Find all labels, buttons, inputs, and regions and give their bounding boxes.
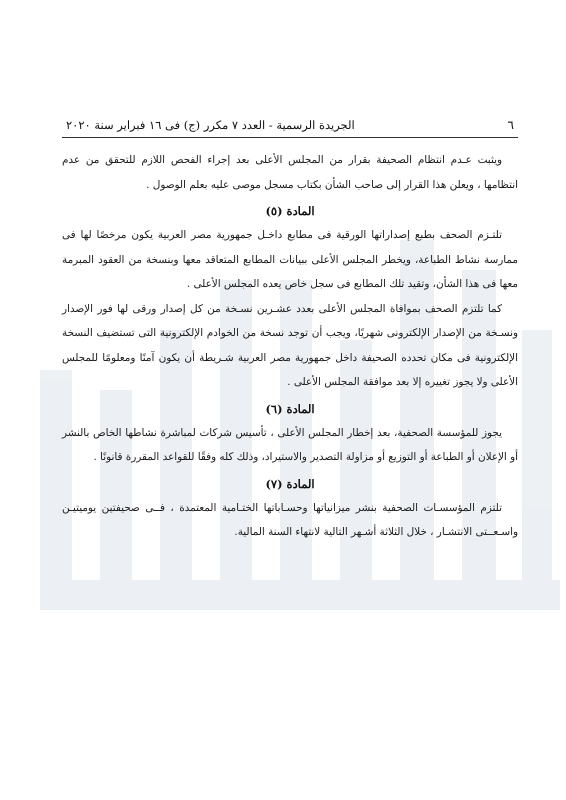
paragraph-printing: تلتـزم الصحف بطبع إصداراتها الورقية فى مطابع داخـل جمهورية مصر العربية يكون مرخصًا لها فى ممارسة نشاط الطباعة، ويخطر المجلس الأعلى ببيانات المطابع المتعاقد معها وبنسخة من العقود المبرمة معها فى هذا الشأن، وتقيد تلك المطابع فى سجل خاص يعده المجلس الأعلى . (62, 229, 518, 290)
gazette-title: الجريدة الرسمية - العدد ٧ مكرر (ج) فى ١٦ فبراير سنة ٢٠٢٠ (66, 118, 355, 132)
document-page (62, 118, 518, 545)
page-number: ٦ (507, 118, 514, 132)
document-body (62, 148, 518, 545)
page-header (62, 118, 518, 138)
paragraph-companies: يجوز للمؤسسة الصحفية، بعد إخطار المجلس الأعلى ، تأسيس شركات لمباشرة نشاطها الخاص بالنشر أو الإعلان أو الطباعة أو التوزيع أو مزاولة التصدير والاستيراد، وذلك كله وفقًا للقواعد المقررة قانونًا . (62, 426, 518, 463)
article-6-heading: المادة (٦) (265, 401, 315, 416)
article-7-heading: المادة (٧) (265, 476, 315, 491)
paragraph-irregularity: ويثبت عـدم انتظام الصحيفة بقرار من المجلس الأعلى بعد إجراء الفحص اللازم للتحقق من عدم انتظامها ، ويعلن هذا القرار إلى صاحب الشأن بكتاب مسجل موصى عليه بعلم الوصول . (62, 154, 518, 191)
article-5-heading: المادة (٥) (265, 204, 315, 218)
paragraph-budgets: تلتزم المؤسسـات الصحفية بنشر ميزانياتها وحسـاباتها الختـامية المعتمدة ، فــى صحيفتين يوميتيـن واسـعــتى الانتشـار ، خلال الثلاثة أشـهر التالية لانتهاء السنة المالية. (62, 501, 518, 538)
paragraph-copies: كما تلتزم الصحف بموافاة المجلس الأعلى بعدد عشـرين نسـخة من كل إصدار ورقى لها فور الإصدار ونسـخة من الإصدار الإلكترونى شهريًا، ويجب أن توجد نسخة من الخوادم الإلكترونية التى تستضيف النسخة الإلكترونية فى مكان تحدده الصحيفة داخل جمهورية مصر العربية شـريطة أن يكون آمنًا ومعلومًا للمجلس الأعلى ولا يجوز تغييره إلا بعد موافقة المجلس الأعلى . (62, 302, 518, 388)
